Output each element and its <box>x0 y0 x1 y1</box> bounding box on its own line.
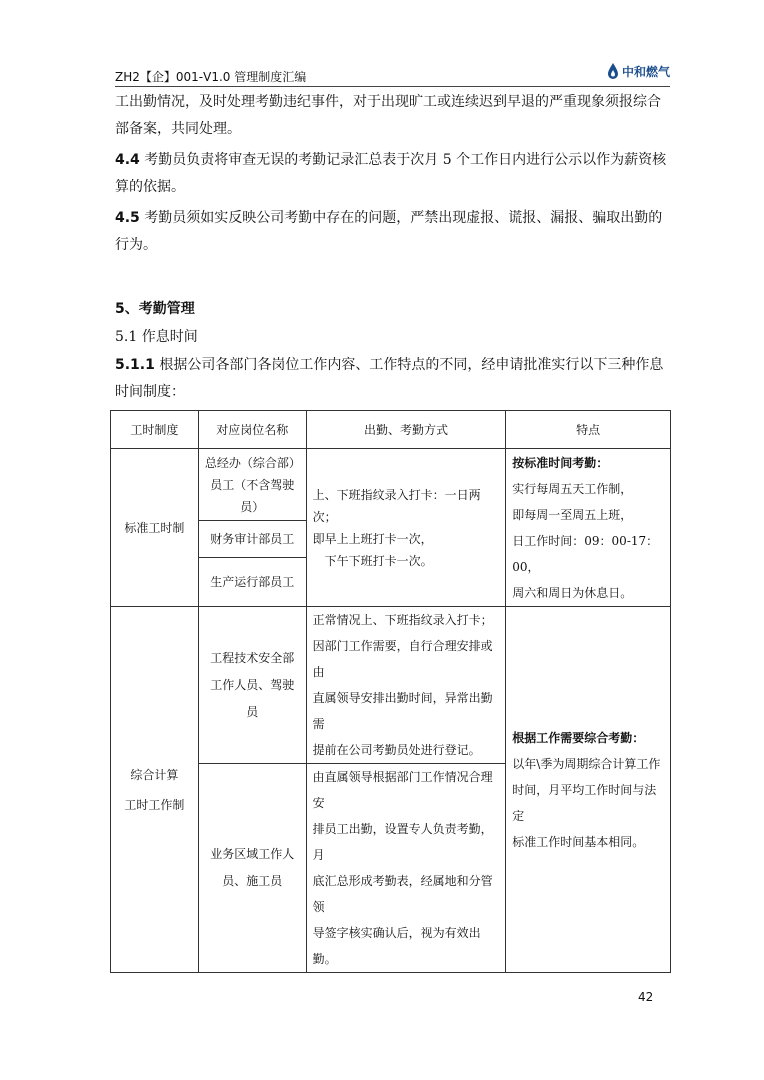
text-line: 下午下班打卡一次。 <box>324 553 433 568</box>
attendance-method-cell <box>306 607 506 764</box>
text-line: 因部门工作需要，自行合理安排或由 <box>312 639 493 679</box>
page-number: 42 <box>638 990 654 1004</box>
feature-cell <box>506 449 671 607</box>
text-line: 提前在公司考勤员处进行登记。 <box>312 743 481 757</box>
text-line: 工作人员、驾驶员 <box>210 677 295 719</box>
paragraph-4-5 <box>115 205 675 259</box>
paragraph-attendance-handling <box>115 89 675 143</box>
text-line: 时间制度： <box>115 384 185 400</box>
text-line: 算的依据。 <box>115 179 185 195</box>
feature-cell <box>506 607 671 973</box>
text-line: 业务区域工作人 <box>210 847 295 861</box>
text-line: 由直属领导根据部门工作情况合理安 <box>312 770 493 810</box>
text-line: 时间，月平均工作时间与法定 <box>512 782 657 823</box>
text-line: 工程技术安全部 <box>210 650 295 665</box>
text-line: 根据公司各部门各岗位工作内容、工作特点的不同，经申请批准实行以下三种作息 <box>159 357 664 373</box>
text-line: 正常情况上、下班指纹录入打卡； <box>312 613 493 627</box>
company-logo <box>606 62 670 80</box>
text-line: 工出勤情况，及时处理考勤违纪事件，对于出现旷工或连续迟到早退的严重现象须报综合 <box>115 94 661 110</box>
text-line: 实行每周五天工作制， <box>512 481 633 496</box>
sub-heading: 5.1 作息时间 <box>115 329 198 345</box>
attendance-method-cell <box>306 764 506 973</box>
text-line: 员工（不含驾驶员） <box>210 477 295 514</box>
attendance-method-cell <box>306 449 506 607</box>
text-line: 周六和周日为休息日。 <box>512 585 633 600</box>
text-line: 总经办（综合部） <box>204 455 301 470</box>
clause-number: 5.1.1 <box>115 357 155 373</box>
text-line: 部备案，共同处理。 <box>115 121 241 137</box>
logo-text: 中和燃气 <box>621 64 670 79</box>
flame-drop-icon <box>606 62 620 80</box>
post-cell: 生产运行部员工 <box>198 558 306 607</box>
text-line: 员、施工员 <box>222 874 283 888</box>
text-line: 日工作时间：09：00-17：00， <box>512 533 659 574</box>
text-line: 直属领导安排出勤时间，异常出勤需 <box>312 691 493 731</box>
feature-title: 按标准时间考勤： <box>512 455 609 470</box>
header-cell: 工时制度 <box>111 411 199 449</box>
table-row <box>111 449 671 521</box>
text-line: 排员工出勤，设置专人负责考勤，月 <box>312 822 493 862</box>
text-line: 考勤员须如实反映公司考勤中存在的问题，严禁出现虚报、谎报、漏报、骗取出勤的 <box>144 210 663 226</box>
header-cell: 出勤、考勤方式 <box>306 411 506 449</box>
table-header-row <box>111 411 671 449</box>
post-cell <box>198 764 306 973</box>
text-line: 考勤员负责将审查无误的考勤记录汇总表于次月 5 个工作日内进行公示以作为薪资核 <box>144 152 667 168</box>
header-cell: 特点 <box>506 411 671 449</box>
text-line: 综合计算 <box>130 767 179 782</box>
text-line: 上、下班指纹录入打卡：一日两次； <box>312 487 481 524</box>
text-line: 底汇总形成考勤表，经属地和分管领 <box>312 874 493 914</box>
header-cell: 对应岗位名称 <box>198 411 306 449</box>
standard-system-cell: 标准工时制 <box>111 449 199 607</box>
text-line: 即每周一至周五上班， <box>512 507 633 522</box>
text-line: 行为。 <box>115 237 157 253</box>
post-cell <box>198 449 306 521</box>
text-line: 导签字核实确认后，视为有效出勤。 <box>312 926 481 966</box>
post-cell <box>198 607 306 764</box>
post-cell: 财务审计部员工 <box>198 521 306 558</box>
work-hours-table <box>110 410 671 973</box>
clause-number: 4.4 <box>115 152 140 168</box>
clause-5-1-1 <box>115 352 675 406</box>
text-line: 以年\季为周期综合计算工作 <box>512 756 661 771</box>
text-line: 即早上上班打卡一次， <box>312 531 433 546</box>
clause-number: 4.5 <box>115 210 140 226</box>
comprehensive-system-cell <box>111 607 199 973</box>
page-header <box>115 62 670 87</box>
text-line: 标准工作时间基本相同。 <box>512 834 645 849</box>
paragraph-4-4 <box>115 147 675 201</box>
table-row <box>111 607 671 764</box>
section-heading: 5、考勤管理 <box>115 301 195 317</box>
document-title: ZH2【企】001-V1.0 管理制度汇编 <box>115 70 307 84</box>
text-line: 工时工作制 <box>124 797 185 812</box>
feature-title: 根据工作需要综合考勤： <box>512 730 645 745</box>
